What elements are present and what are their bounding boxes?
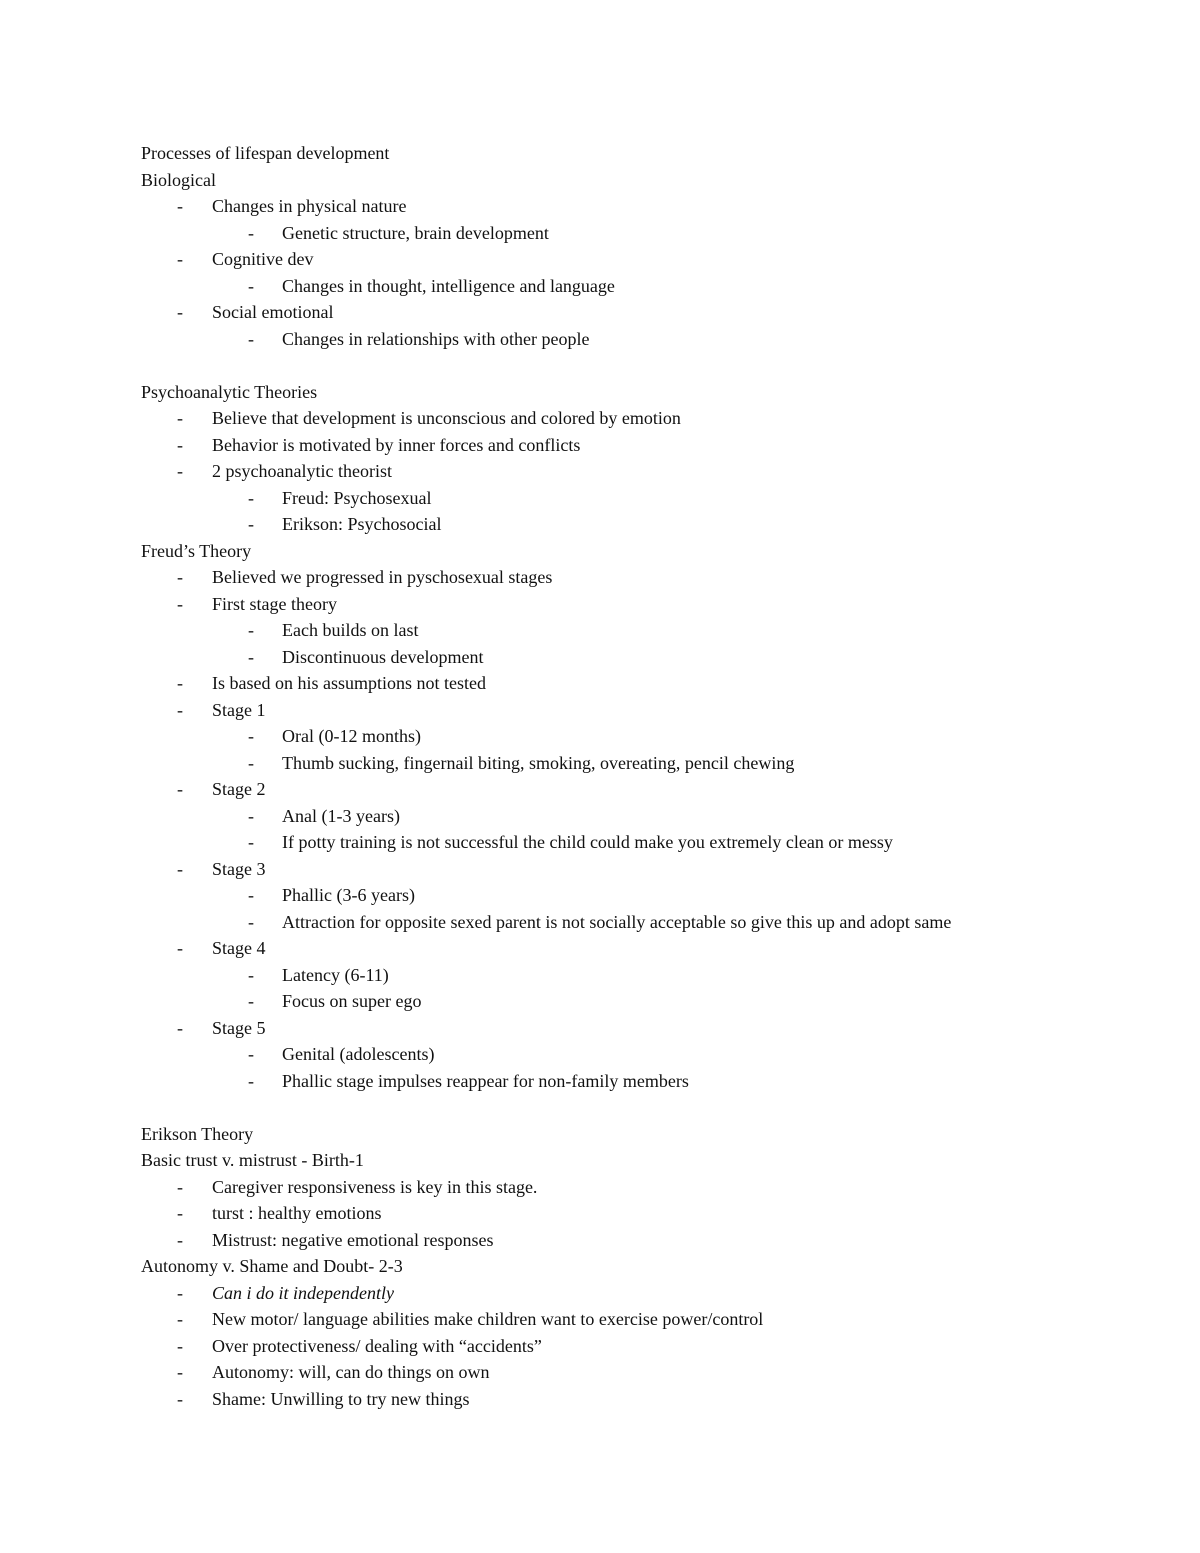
sub-bullet-item [141,750,1141,777]
bullet-item [141,299,1141,326]
bullet-item [141,1359,1141,1386]
line-text: Oral (0-12 months) [282,726,421,746]
bullet-dash: - [177,567,183,587]
bullet-dash: - [177,938,183,958]
bullet-item [141,591,1141,618]
line-text: Stage 1 [212,699,266,720]
line-text: Stage 2 [212,779,266,799]
line-text: Attraction for opposite sexed parent is not socially acceptable so give this up and adopt same [282,911,952,932]
line-text: Cognitive dev [212,249,314,269]
line-text: Erikson Theory [141,1123,254,1144]
line-text: Discontinuous development [282,646,484,667]
bullet-dash: - [177,1229,183,1250]
bullet-dash: - [177,1362,183,1382]
line-text: Believe that development is unconscious and colored by emotion [212,408,681,428]
bullet-item [141,1227,1141,1254]
sub-bullet-item [141,1068,1141,1095]
section-heading [141,1253,1141,1280]
bullet-dash: - [177,699,183,720]
line-text: Phallic (3-6 years) [282,885,415,905]
bullet-dash: - [248,726,254,746]
line-text: Processes of lifespan development [141,143,390,163]
bullet-dash: - [177,1017,183,1038]
bullet-item [141,935,1141,962]
bullet-item [141,1280,1141,1307]
bullet-item [141,246,1141,273]
bullet-item [141,670,1141,697]
line-text: Freud’s Theory [141,540,252,561]
sub-bullet-item [141,962,1141,989]
bullet-dash: - [177,196,183,216]
bullet-item [141,405,1141,432]
line-text: Psychoanalytic Theories [141,381,318,402]
bullet-item [141,856,1141,883]
line-text: Focus on super ego [282,991,422,1011]
line-text: 2 psychoanalytic theorist [212,461,392,481]
line-text: Is based on his assumptions not tested [212,673,486,693]
blank-line [141,1094,1141,1121]
bullet-item [141,1333,1141,1360]
bullet-item [141,776,1141,803]
line-text: Caregiver responsiveness is key in this stage. [212,1176,538,1197]
line-text: Behavior is motivated by inner forces and conflicts [212,434,581,455]
notes-outline [141,140,1141,1412]
blank-line [141,352,1141,379]
bullet-dash: - [248,1070,254,1091]
section-heading [141,140,1141,167]
bullet-item [141,1386,1141,1413]
bullet-dash: - [248,222,254,243]
sub-bullet-item [141,829,1141,856]
line-text: New motor/ language abilities make children want to exercise power/control [212,1309,764,1329]
bullet-dash: - [177,593,183,614]
bullet-item [141,1306,1141,1333]
line-text: Autonomy v. Shame and Doubt- 2-3 [141,1256,403,1276]
line-text: Thumb sucking, fingernail biting, smoking, overeating, pencil chewing [282,752,795,773]
line-text: Genital (adolescents) [282,1044,435,1064]
line-text: Genetic structure, brain development [282,222,549,243]
line-text: turst : healthy emotions [212,1203,382,1223]
bullet-dash: - [248,805,254,826]
line-text: Freud: Psychosexual [282,487,432,508]
line-text: Can i do it independently [212,1282,394,1303]
line-text: Social emotional [212,302,334,322]
bullet-dash: - [248,885,254,905]
line-text: Changes in physical nature [212,196,407,216]
sub-bullet-item [141,909,1141,936]
line-text: Latency (6-11) [282,964,389,985]
line-text: Erikson: Psychosocial [282,514,442,534]
bullet-dash: - [177,1203,183,1223]
bullet-dash: - [248,487,254,508]
line-text: Biological [141,169,216,190]
bullet-dash: - [248,646,254,667]
section-heading [141,379,1141,406]
bullet-dash: - [177,302,183,322]
line-text: Autonomy: will, can do things on own [212,1362,490,1382]
bullet-dash: - [248,832,254,852]
bullet-item [141,1174,1141,1201]
line-text: Changes in relationships with other people [282,328,590,349]
line-text: Changes in thought, intelligence and language [282,275,615,296]
sub-bullet-item [141,326,1141,353]
section-heading [141,1147,1141,1174]
bullet-dash: - [248,514,254,534]
bullet-dash: - [177,1282,183,1303]
sub-bullet-item [141,617,1141,644]
bullet-item [141,432,1141,459]
line-text: Mistrust: negative emotional responses [212,1229,494,1250]
line-text: Basic trust v. mistrust - Birth-1 [141,1150,364,1170]
bullet-item [141,193,1141,220]
line-text: Stage 4 [212,938,266,958]
bullet-dash: - [177,1176,183,1197]
sub-bullet-item [141,882,1141,909]
bullet-dash: - [177,461,183,481]
bullet-dash: - [248,328,254,349]
bullet-item [141,1200,1141,1227]
sub-bullet-item [141,1041,1141,1068]
section-heading [141,538,1141,565]
bullet-dash: - [177,858,183,879]
line-text: Phallic stage impulses reappear for non-family members [282,1070,689,1091]
line-text: Shame: Unwilling to try new things [212,1388,470,1409]
line-text: Each builds on last [282,620,419,640]
sub-bullet-item [141,988,1141,1015]
bullet-dash: - [248,1044,254,1064]
sub-bullet-item [141,485,1141,512]
bullet-dash: - [177,779,183,799]
bullet-dash: - [177,1335,183,1356]
bullet-dash: - [248,991,254,1011]
sub-bullet-item [141,723,1141,750]
section-heading [141,1121,1141,1148]
sub-bullet-item [141,803,1141,830]
bullet-dash: - [248,964,254,985]
sub-bullet-item [141,273,1141,300]
bullet-dash: - [177,408,183,428]
bullet-dash: - [177,434,183,455]
line-text: Over protectiveness/ dealing with “accidents” [212,1335,542,1356]
bullet-dash: - [248,275,254,296]
line-text: Believed we progressed in pyschosexual stages [212,567,553,587]
bullet-dash: - [177,1388,183,1409]
bullet-dash: - [248,752,254,773]
line-text: Stage 3 [212,858,266,879]
section-heading [141,167,1141,194]
bullet-dash: - [248,911,254,932]
bullet-dash: - [177,1309,183,1329]
bullet-item [141,1015,1141,1042]
line-text: Stage 5 [212,1017,266,1038]
line-text: Anal (1-3 years) [282,805,400,826]
bullet-item [141,458,1141,485]
bullet-item [141,697,1141,724]
sub-bullet-item [141,511,1141,538]
bullet-dash: - [177,249,183,269]
sub-bullet-item [141,220,1141,247]
bullet-dash: - [248,620,254,640]
bullet-dash: - [177,673,183,693]
sub-bullet-item [141,644,1141,671]
line-text: First stage theory [212,593,337,614]
bullet-item [141,564,1141,591]
line-text: If potty training is not successful the child could make you extremely clean or messy [282,832,893,852]
